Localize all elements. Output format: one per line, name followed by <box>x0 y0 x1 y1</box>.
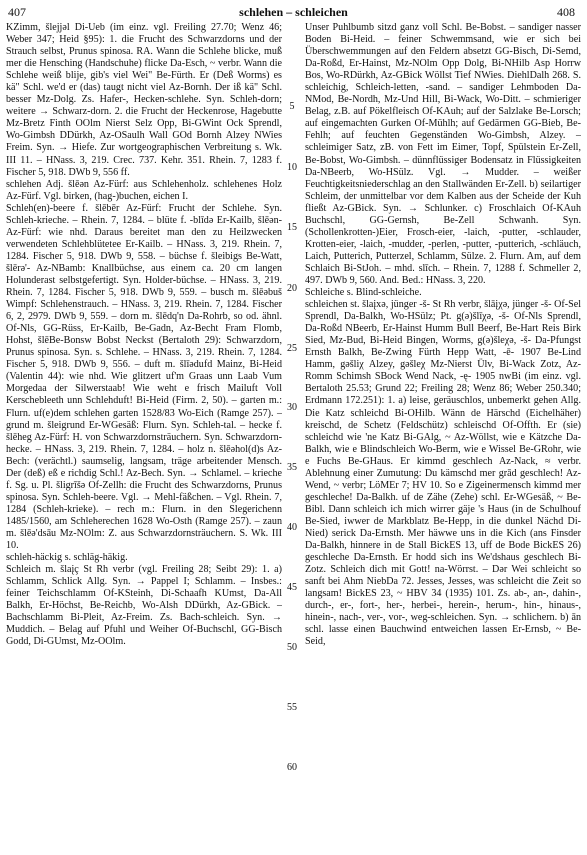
line-number: 55 <box>287 702 297 713</box>
line-number: 50 <box>287 642 297 653</box>
line-number: 45 <box>287 582 297 593</box>
right-column <box>305 22 581 850</box>
line-number: 40 <box>287 522 297 533</box>
entry-schleich-continued: Unser Puhlbumb sitzd ganz voll Schl. Be-Bobst. – sandiger nasser Boden Bi-Heid. – feiner Schwemmsand, wie er sich bei Überschwemmungen auf den Feldern absetzt GG-Bisch, Di-Semd, Da-Roßd, Er-Hainst, Mz-NOlm Opp Dolg, Bi-NHilb Asp Horrw Bos, Wo-RDürkh, Az-GBick Wöllst Tief NWies. DiehlDalh 268. S. schleichig, Schleich-letten, -sand. – sandiger Lehmboden Da-NMod, Be-Nordh, Mz-Und Hill, Bi-Wack, Wo-Ditt. – schmieriger Belag, z.B. auf Pökelfleisch Of-KAuh; auf der Salzlake Be-Lorsch; auf eingemachten Gurken Of-Mühlh; auf Gedärmen GG-Bieb, Be-Fehlh; auf feuchten Gegenständen Wo-Gimbsh, Alzey. – schleimiger Satz, zB. von Fett im Eimer, Topf, Spülstein Er-Zell, Be-Bobst, Wo-Gimbsh. – dünnflüssiger Bodensatz in Flüssigkeiten Da-NBeerb, Wo-HSülz. Vgl. → Mudder. – weißer Feuchtigkeitsniederschlag an den Stallwänden Er-Zell. b) seilartiger Schleim, der unmittelbar vor dem Kalben aus der Scheide der Kuh fließt Az-GBick. Syn. → Schlunker. c) Froschlaich Of-KAuh Buchschl, GG-Gernsh, Be-Zell Schwanh. Syn. (Schollenkrotten-)Eier, Frosch-eier, -laich, -putter, -schlauder, Krotten-eier, -laich, -mudder, -perlen, -putter, -putterich, -schläuch, Laich, Putterich, Putterzel, Schlamm, Sülze. 2. Flurn. Am, auf dem Schlaich Bi-StJoh. – mhd. slīch. – Rhein. 7, 1288 f. Schmeller 2, 497. DWb 9, 560. And. Bed.: HNass. 3, 220. <box>305 22 581 286</box>
page-number-left: 407 <box>8 5 26 19</box>
entry-schleichen: schleichen st. šlaįxə, jünger -š- St Rh verbr, šlāįχə, jünger -š- Of-Sel Sprendl, Da-Balkh, Wo-HSülz; Pt. g(ə)šlīχə, -š- Of-Nls Sprendl, Da-Roßd NBeerb, Er-Hainst Humm Bull Beerf, Be-Hart Reis Birk Sied, Mz-Bud, Bi-Heid Bingen, Worms, g(ə)šleχə, -š- Da-Pfungst Ernsth Balkh, Be-Zwing Fürth Hepp Watt, -ē- 1907 Be-Lind Hamm, gəšliχ Alzey, gəšleχ Mz-Nierst Ülv, Bi-Wack Zotz, Az-Romm Schimsh SBock Wend Nack, -ę- 1905 nwBi (im einz. vgl. Bertaloth 25.53; Grund 22; Freiling 28; Wenz 86; Weber 250.340; Erdmann 172.251): 1. a) leise, geräuschlos, unbemerkt gehen Allg. Die Katz schleichd Bi-OHilb. Wänn de Härschd (Eichelhäher) kreischd, de Schetz (Feldschütz) schleischd Of-Offth. Er (sie) schleichd wie 'ne Katz Bi-GAlg, ~ Az-Wöllst, wie e Kätzche Da-Balkh, wie e Blindschleich Wo-Berm, wie e Wissel Be-GRohr, wie e Fuchs Be-GHaus. Er kimmd geschlech Az-Nack, ≈ verbr. Ablehnung einer Zumutung: Du kämschd mer grād geschlech! Az-Wend, ~ verbr; LöMEr 7; HV 10. So e Zigeinermensch kimmd mer geschleche! Da-Balkh. uf de Zähe (Zehe) schl. Er-WGesäß, ~ Be-Bibl. Dann schleich ich mich wirrer gäje 's Haus (in de Schulhouf Be-Sied, iwwer de Markblatz Be-Hepp, in die dunkel Nächd Di-Nied) serick Da-Ernsth. Mer häwwe uns in die Kich (ans Finsder Da-Balkh, hinnere in de Stall BickES 13, uff de Bode BickES 26) geschleche Da-Ernsth. Er hodd sich ins We'dshaus geschlech Bi-Zotz. Schleich dich mit Gott! na-Wörrst. – Dər Wei schleicht so sanft bei Ahm NiebDa 72. Jesses, Jesses, was schleicht die Zeit so langsam! BickES 23, ~ HBV 34 (1935) 101. Zs. ab-, an-, dahin-, durch-, er-, fort-, her-, herbei-, herein-, herum-, hin-, hinaus-, hinein-, nach-, ver-, vor-, weg-schleichen. Syn. → schlichern. b) ān schl. lasse einen Bauchwind entweichen lassen Er-Ernsb, ~ Be-Seid, <box>305 299 581 648</box>
entry-schleh-haeckig: schleh-häckig s. schläg-häkig. <box>6 552 128 564</box>
entry-schleich: Schleich m. šlaįç St Rh verbr (vgl. Freiling 28; Seibt 29): 1. a) Schlamm, Schlick Allg. Syn. → Pappel I; Schlamm. – Insbes.: feiner Teichschlamm Of-KSteinh, Di-Schaafh KUmst, Da-All Balkh, Er-Höchst, Be-Reichb, Wo-Alsh DDürkh, Az-GBick. – Bachschlamm Bi-Pleit, Az-Freim. Zs. Bach-schleich. Syn. → Muddich. – Belag auf Pfuhl und Weiher Of-Buchschl, GG-Bisch Godd, Di-GUmst, Mz-OOlm. <box>6 564 282 648</box>
page-header <box>0 0 587 22</box>
line-number: 15 <box>287 222 297 233</box>
line-number: 30 <box>287 402 297 413</box>
line-number: 35 <box>287 462 297 473</box>
entry-schleiche: Schleiche s. Blind-schleiche. <box>305 287 422 299</box>
left-column <box>6 22 282 850</box>
running-head: schlehen – schleichen <box>239 5 348 19</box>
line-number: 60 <box>287 762 297 773</box>
line-number: 5 <box>289 101 295 112</box>
entry-schleh-beere: Schleh(en)-beere f. šlēbēr Az-Fürf: Frucht der Schlehe. Syn. Schleh-krieche. – Rhein. 7, 1284. – blüte f. -blīdə Er-Kailb, šlēən- Az-Fürf: wie nhd. Daraus bereitet man den zu Heilzwecken verwendeten Schlehblütetee Er-Kailb. – HNass. 3, 219. Rhein. 7, 1284. Fischer 5, 918. DWb 9, 558. – büchse f. šleibigs Be-Watt, šlērə'- Az-NBamb: Knallbüchse, aus einem ca. 20 cm langen Holunderast selbstgefertigt. Syn. Holder-büchse. – HNass. 3, 219. Rhein. 7, 1284. Fischer 5, 918. DWb 9, 559. – busch m. šlēəbuš Wimpf: Schlehenstrauch. – HNass. 3, 219. Rhein. 7, 1284. Fischer 6, 2, 2979. DWb 9, 559. – dorn m. šlēdq'n Da-Rohrb, so od. ähnl. Of-Nls, GG-Rüss, Er-Kailb, Be-Gadn, Az-Becht Fram Flomb, Hohst, šlēBe-Bonsw Bobst Neckst (Bertaloth 29): Schwarzdorn, Prunus spinosa. Syn. s. Schlehe. – HNass. 3, 219. Rhein. 7, 1284. Fischer 5, 918. DWb 9, 556. – duft m. šlīədufd Mainz, Bi-Heid (Valentin 44): wie nhd. Wie glitzert uf'm Graas unn Laab Vum Morgedaa der Silwerstaab! Wie weht e frisch Mailuft Voll Kerschebleeth unn Schlehduft! Bi-Heid (Firm. 2, 50). – garten m.: Flurn. uf(e)dem schlehen garten 1528/83 Wo-Eich (Ramge 257). – grund m. šleigrund Er-WGesäß: Flurn. Syn. Schleh-tal. – hecke f. šlēheg Az-Fürf: H. von Schwarzdornsträuchern. Syn. Schwarzdorn-hecke. – HNass. 3, 219. Rhein. 7, 1284. – holz n. šlēəhol(d)s Az-Bech: (verächtl.) saumselig, langsam, träge arbeitender Mensch. Der (deß) eß e richdig Schl.! Az-Bech. Syn. → Schlamel. – krieche f. Sg. u. Pl. šligrīšə Of-Zellh: die Frucht des Schwarzdorns, Prunus spinosa. Syn. Schleh-beere. Vgl. → Mehl-fäßchen. – Vgl. Rhein. 7, 1284 (Schleh-krieke). – rech m.: Flurn. in den Slegerichenn 1485/1560, am Schleherechen 1628 Wo-Osth (Ramge 257). – zaun m. šlēə'dsāu Mz-NOlm: Z. aus Schwarzdornsträuchern. S. Wk. III 10. <box>6 202 282 552</box>
entry-schlehen: schlehen Adj. šlēən Az-Fürf: aus Schlehenholz. schlehenes Holz Az-Fürf. Vgl. birken, (hag-)buchen, eichen I. <box>6 178 282 202</box>
entry-schlehe-continued: KZimm, šlejjəl Di-Ueb (im einz. vgl. Freiling 27.70; Wenz 46; Weber 347; Heid §95): 1. die Frucht des Schwarzdorns und der Strauch selbst, Prunus spinosa. RA. Wann die Schlehe blicke, muß mer die Hensching (Handschuhe) flicke Da-Esch, ~ verbr. Wann die Schlehe weiß blije, gib's viel Wei" Be-Fürth. Er (Deß Worms) es kä" Schl. we'd er (das) taugt nicht viel Az-Bornh. Der iß kä" Schl. besser Mz-Dolg. Zs. Hafer-, Hecken-schlehe. Syn. Schleh-dorn; weitere → Schwarz-dorn. 2. die Frucht der Heckenrose, Hagebutte Mz-Bretz Finth OOlm Nierst Selz Opp, Bi-GWint Ock Sprendl, Wo-Gimbsh DDürkh, Az-OSaulh Wall GOd Bornh Alzey NWies Freim. Syn. → Hiefe. Zur wortgeographischen Verbreitung s. Wk. III 11. – HNass. 3, 219. Crec. 737. Kehr. 351. Rhein. 7, 1283 f. Fischer 5, 918. DWb 9, 556 ff. <box>6 22 282 178</box>
line-number: 20 <box>287 283 297 294</box>
page-number-right: 408 <box>557 5 575 19</box>
line-number-gutter <box>282 22 302 850</box>
line-number: 10 <box>287 162 297 173</box>
line-number: 25 <box>287 343 297 354</box>
